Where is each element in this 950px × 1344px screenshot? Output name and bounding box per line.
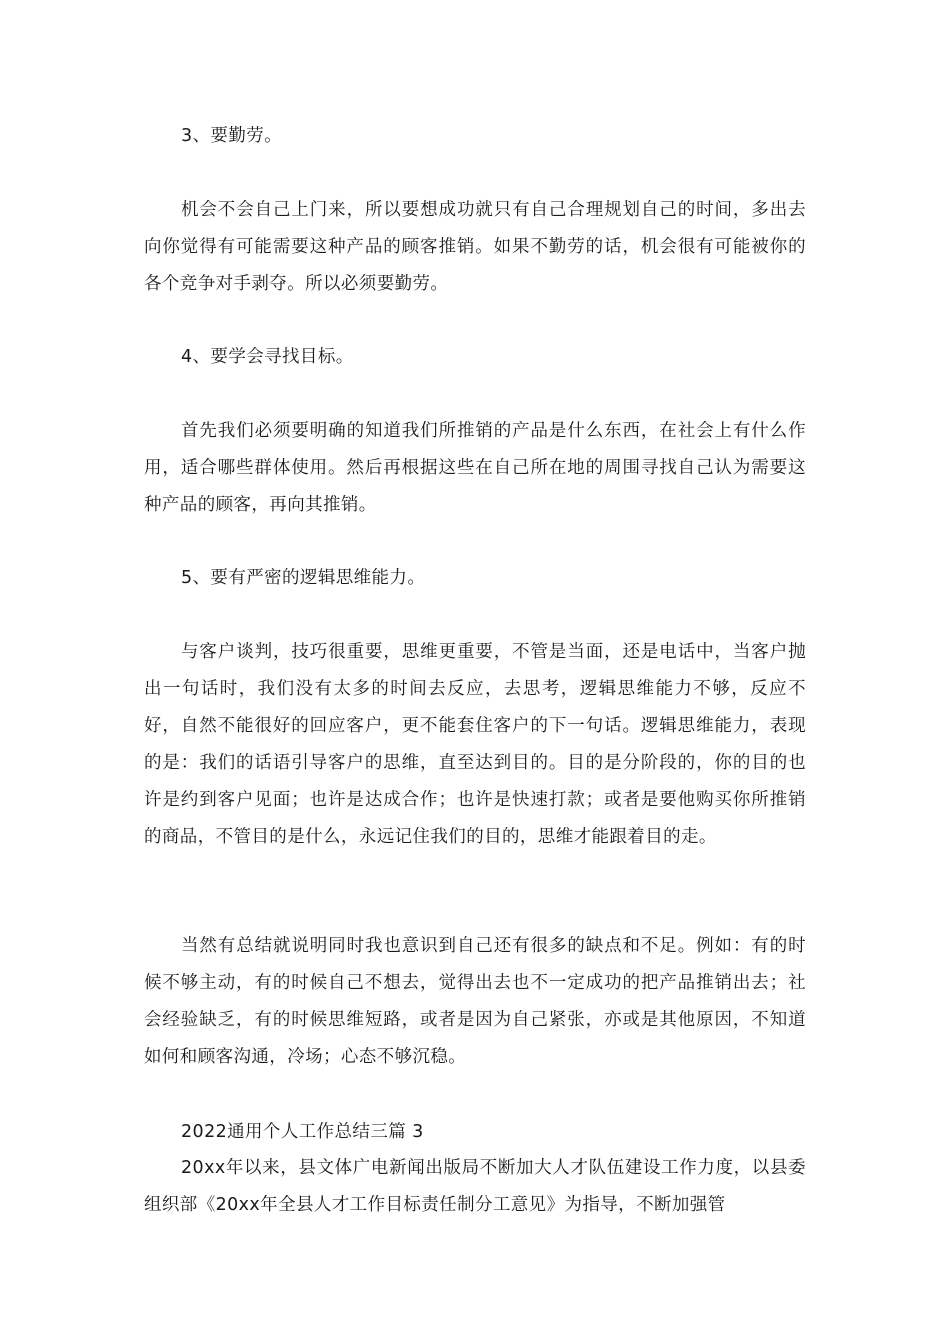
paragraph-logic: 与客户谈判，技巧很重要，思维更重要，不管是当面，还是电话中，当客户抛出一句话时，我们没有太多的时间去反应，去思考，逻辑思维能力不够，反应不好，自然不能很好的回应客户，更不能套住客户的下一句话。逻辑思维能力，表现的是：我们的话语引导客户的思维，直至达到目的。目的是分阶段的，你的目的也许是约到客户见面；也许是达成合作；也许是快速打款；或者是要他购买你所推销的商品，不管目的是什么，永远记住我们的目的，思维才能跟着目的走。: [144, 642, 806, 847]
heading-diligence: 3、要勤劳。: [181, 126, 283, 146]
heading-find-target: 4、要学会寻找目标。: [181, 347, 354, 367]
paragraph-find-target: 首先我们必须要明确的知道我们所推销的产品是什么东西，在社会上有什么作用，适合哪些群体使用。然后再根据这些在自己所在地的周围寻找自己认为需要这种产品的顾客，再向其推销。: [144, 421, 806, 515]
paragraph-summary: 当然有总结就说明同时我也意识到自己还有很多的缺点和不足。例如：有的时候不够主动，有的时候自己不想去，觉得出去也不一定成功的把产品推销出去；社会经验缺乏，有的时候思维短路，或者是因为自己紧张，亦或是其他原因，不知道如何和顾客沟通，冷场；心态不够沉稳。: [144, 936, 806, 1067]
paragraph-diligence: 机会不会自己上门来，所以要想成功就只有自己合理规划自己的时间，多出去向你觉得有可能需要这种产品的顾客推销。如果不勤劳的话，机会很有可能被你的各个竞争对手剥夺。所以必须要勤劳。: [144, 200, 806, 294]
paragraph-section-intro: 20xx年以来，县文体广电新闻出版局不断加大人才队伍建设工作力度，以县委组织部《20xx年全县人才工作目标责任制分工意见》为指导，不断加强管: [144, 1158, 806, 1215]
heading-logic: 5、要有严密的逻辑思维能力。: [181, 568, 426, 588]
section-title: 2022通用个人工作总结三篇 3: [181, 1122, 424, 1142]
